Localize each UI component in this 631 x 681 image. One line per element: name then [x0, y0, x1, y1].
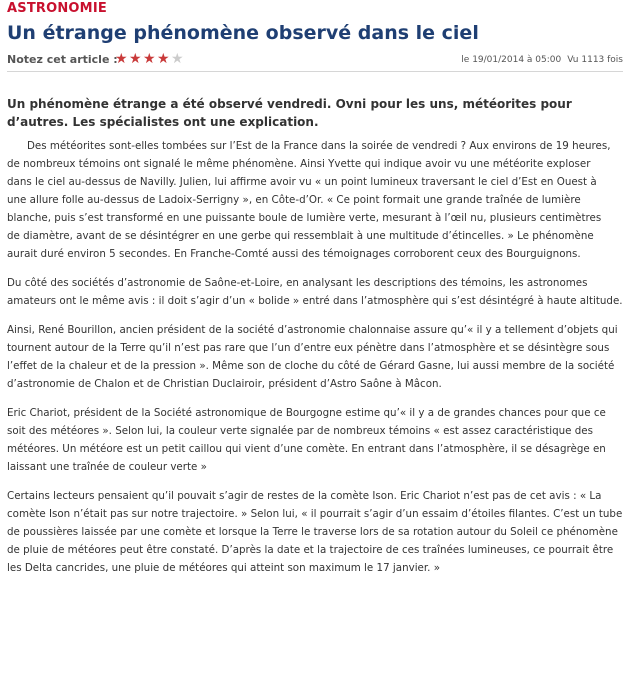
article-body [7, 137, 623, 588]
star-icon-5[interactable]: ★ [171, 51, 184, 67]
rating-label: Notez cet article : [7, 53, 118, 66]
paragraph-2: Du côté des sociétés d’astronomie de Saône-et-Loire, en analysant les descriptions des témoins, les astronomes amateurs ont le même avis : il doit s’agir d’un « bolide » entré dans l’atmosphère qui s’est désintégré à haute altitude. [7, 277, 623, 307]
article-lead: Un phénomène étrange a été observé vendredi. Ovni pour les uns, météorites pour d’autres. Les spécialistes ont une explication. [7, 97, 572, 129]
paragraph-4: Eric Chariot, président de la Société astronomique de Bourgogne estime qu’« il y a de grandes chances pour que ce soit des météores ». Selon lui, la couleur verte signalée par de nombreux témoins « est assez caractéristique des météores. Un météore est un petit caillou qui vient d’une comète. En entrant dans l’atmosphère, il se désagrège en laissant une traînée de couleur verte » [7, 407, 606, 473]
rating-stars[interactable] [115, 51, 185, 67]
publish-date: le 19/01/2014 à 05:00 [461, 55, 562, 65]
paragraph-1: Des météorites sont-elles tombées sur l’Est de la France dans la soirée de vendredi ? Aux environs de 19 heures, de nombreux témoins ont signalé le même phénomène. Ainsi Yvette qui indique avoir vu une météorite exploser dans le ciel au-dessus de Navilly. Julien, lui affirme avoir vu « un point lumineux traversant le ciel d’Est en Ouest à une allure folle au-dessus de Ladoix-Serrigny », en Côte-d’Or. « Ce point formait une grande traînée de lumière blanche, puis s’est transformé en une puissante boule de lumière verte, mesurant à l’œil nu, plusieurs centimètres de diamètre, avant de se désintégrer en une gerbe qui ressemblait à une multitude d’étincelles. » Le phénomène aurait duré environ 5 secondes. En Franche-Comté aussi des témoignages corroborent ceux des Bourguignons. [7, 140, 611, 260]
article-meta-bar [7, 51, 623, 72]
star-icon-2[interactable]: ★ [129, 51, 142, 67]
rubric-label[interactable]: ASTRONOMIE [7, 1, 107, 16]
paragraph-5: Certains lecteurs pensaient qu’il pouvait s’agir de restes de la comète Ison. Eric Chariot n’est pas de cet avis : « La comète Ison n’était pas sur notre trajectoire. » Selon lui, « il pourrait s’agir d’un essaim d’étoiles filantes. C’est un tube de poussières laissée par une comète et lorsque la Terre le traverse lors de sa rotation autour du Soleil ce phénomène de pluie de météores peut être constaté. D’après la date et la trajectoire de ces traînées lumineuses, ce pourrait être les Delta cancrides, une pluie de météores qui atteint son maximum le 17 janvier. » [7, 490, 623, 574]
article-date-views [461, 55, 623, 65]
view-count: Vu 1113 fois [567, 55, 623, 65]
paragraph-3: Ainsi, René Bourillon, ancien président de la société d’astronomie chalonnaise assure qu’« il y a tellement d’objets qui tournent autour de la Terre qu’il n’est pas rare que l’un d’entre eux pénètre dans l’atmosphère et se désintègre sous l’effet de la chaleur et de la pression ». Même son de cloche du côté de Gérard Gasne, lui aussi membre de la société d’astronomie de Chalon et de Christian Duclairoir, président d’Astro Saône à Mâcon. [7, 324, 618, 390]
star-icon-1[interactable]: ★ [115, 51, 128, 67]
star-icon-3[interactable]: ★ [143, 51, 156, 67]
star-icon-4[interactable]: ★ [157, 51, 170, 67]
article-title: Un étrange phénomène observé dans le ciel [7, 22, 479, 44]
